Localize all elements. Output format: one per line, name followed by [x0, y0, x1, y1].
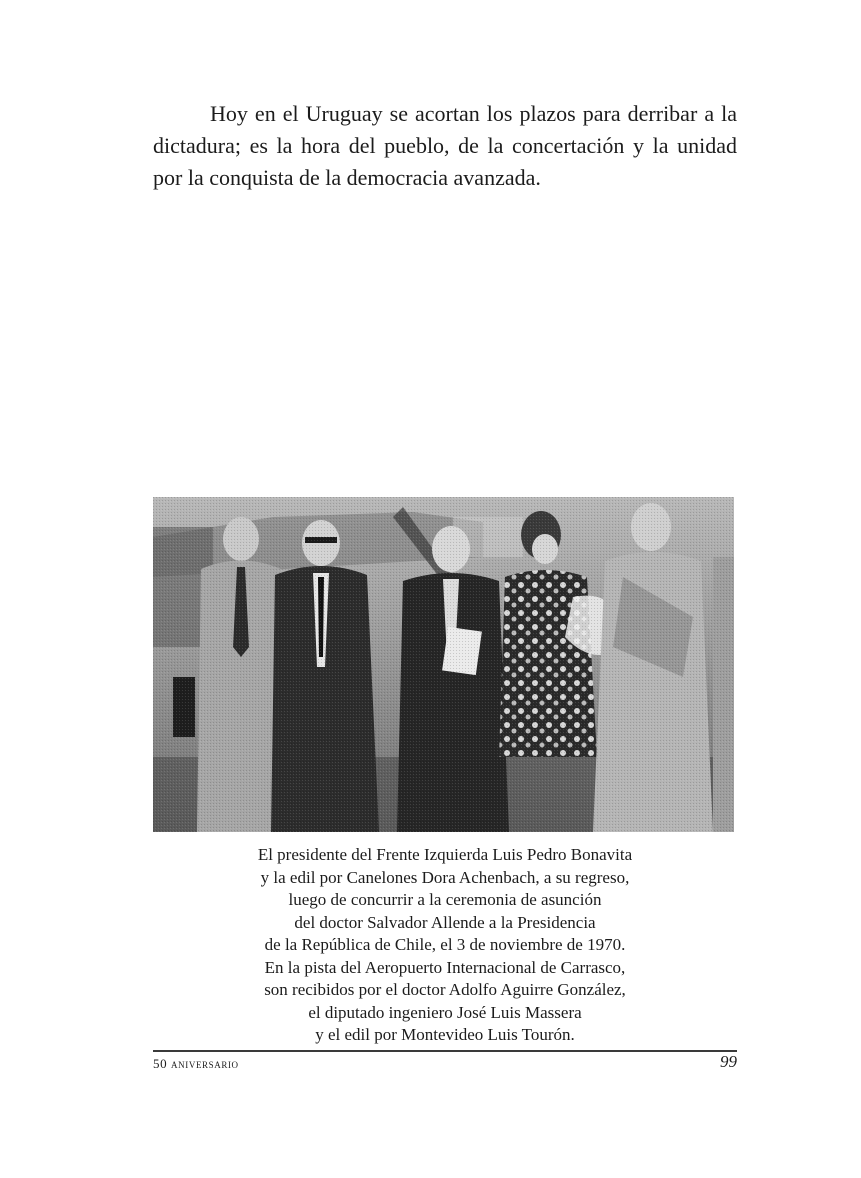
archival-photograph — [153, 497, 734, 832]
caption-line: y la edil por Canelones Dora Achenbach, a su regreso, — [260, 867, 630, 887]
caption-line: En la pista del Aeropuerto Internacional de Carrasco, — [264, 957, 626, 977]
caption-line: y el edil por Montevideo Luis Tourón. — [315, 1025, 575, 1044]
caption-line: El presidente del Frente Izquierda Luis Pedro Bonavita — [257, 845, 633, 864]
caption-line: el diputado ingeniero José Luis Massera — [308, 1002, 582, 1022]
photograph-group-icon — [153, 497, 734, 832]
body-paragraph: Hoy en el Uruguay se acortan los plazos para derribar a la dictadura; es la hora del pueblo, de la concertación y la unidad por la conquista de la democracia avanzada. — [153, 101, 737, 190]
footer-divider — [153, 1050, 737, 1052]
caption-line: de la República de Chile, el 3 de noviembre de 1970. — [264, 935, 626, 954]
caption-line: son recibidos por el doctor Adolfo Aguirre González, — [264, 980, 626, 999]
caption-line: luego de concurrir a la ceremonia de asunción — [288, 890, 602, 909]
caption-line: del doctor Salvador Allende a la Presidencia — [294, 912, 596, 932]
running-footer-title: 50 aniversario — [153, 1056, 239, 1071]
page-number: 99 — [720, 1052, 737, 1071]
photo-caption — [153, 844, 737, 1047]
